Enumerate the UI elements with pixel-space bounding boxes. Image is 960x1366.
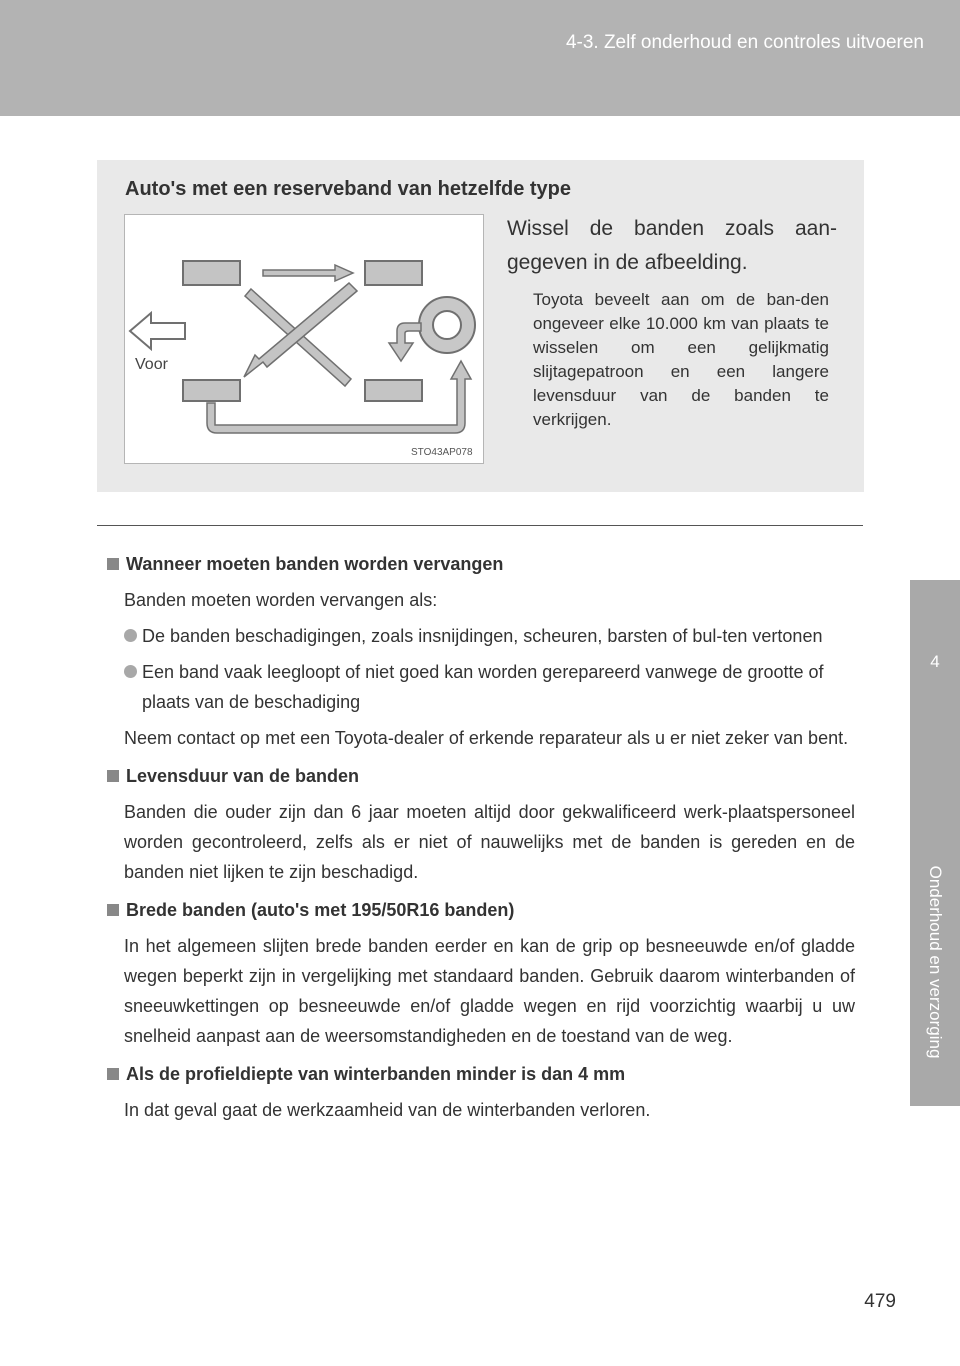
section-heading: Levensduur van de banden (107, 761, 855, 791)
tire-rear-right (365, 380, 422, 401)
heading-square-icon (107, 904, 119, 916)
tire-front-left (183, 261, 240, 285)
figure-code: STO43AP078 (411, 447, 473, 458)
heading-square-icon (107, 770, 119, 782)
page-header (0, 0, 960, 116)
main-content (107, 549, 855, 1125)
bullet-dot-icon (124, 665, 137, 678)
bullet-item: De banden beschadigingen, zoals insnijdingen, scheuren, barsten of bul-ten vertonen (107, 621, 855, 651)
tire-rotation-illustration (124, 214, 484, 464)
paragraph: Banden die ouder zijn dan 6 jaar moeten altijd door gekwalificeerd werk-plaatspersoneel worden gecontroleerd, zelfs als er niet of nauwelijks met de banden is gereden en de banden niet lijken te zijn beschadigd. (124, 802, 855, 882)
chapter-number: 4 (930, 652, 940, 671)
arrow-front-to-rear (263, 265, 353, 281)
infobox-title: Auto's met een reserveband van hetzelfde type (125, 178, 572, 200)
front-direction-arrow (130, 313, 185, 349)
section-divider (97, 525, 863, 526)
bullet-dot-icon (124, 629, 137, 642)
page-number: 479 (864, 1291, 896, 1312)
section-title: 4-3. Zelf onderhoud en controles uitvoeren (565, 32, 924, 53)
paragraph: Neem contact op met een Toyota-dealer of erkende reparateur als u er niet zeker van bent. (124, 728, 849, 748)
tire-front-right (183, 380, 240, 401)
section-heading: Als de profieldiepte van winterbanden minder is dan 4 mm (107, 1059, 855, 1089)
chapter-title: Onderhoud en verzorging (926, 865, 945, 1059)
paragraph: Banden moeten worden vervangen als: (124, 590, 438, 610)
infobox-note: Toyota beveelt aan om de ban-den ongeveer elke 10.000 km van plaats te wisselen om een gelijkmatig slijtagepatroon en een langere levensduur van de banden te verkrijgen. (533, 290, 829, 429)
chapter-tab (910, 580, 960, 1106)
section-heading: Brede banden (auto's met 195/50R16 banden) (107, 895, 855, 925)
bullet-item: Een band vaak leegloopt of niet goed kan worden gerepareerd vanwege de grootte of plaats van de beschadiging (107, 657, 855, 717)
rotation-diagram (125, 215, 483, 463)
spare-tire-hub (433, 311, 461, 339)
front-label: Voor (135, 356, 168, 373)
paragraph: In dat geval gaat de werkzaamheid van de winterbanden verloren. (124, 1100, 651, 1120)
paragraph: In het algemeen slijten brede banden eerder en kan de grip op besneeuwde en/of gladde wegen beperkt zijn in vergelijking met standaard banden. Gebruik daarom winterbanden of sneeuwkettingen op besneeuwde en/of gladde wegen en rijd voorzichtig waarbij u uw snelheid aanpast aan de weersomstandigheden en de toestand van de weg. (124, 936, 855, 1046)
arrow-spare-to-rear-right (389, 323, 421, 361)
infobox-lead: Wissel de banden zoals aan-gegeven in de afbeelding. (507, 217, 837, 274)
heading-square-icon (107, 1068, 119, 1080)
tire-rotation-infobox (97, 160, 864, 492)
section-heading: Wanneer moeten banden worden vervangen (107, 549, 855, 579)
heading-square-icon (107, 558, 119, 570)
tire-rear-left (365, 261, 422, 285)
site-watermark: carmanualsonline.info (680, 1343, 847, 1362)
